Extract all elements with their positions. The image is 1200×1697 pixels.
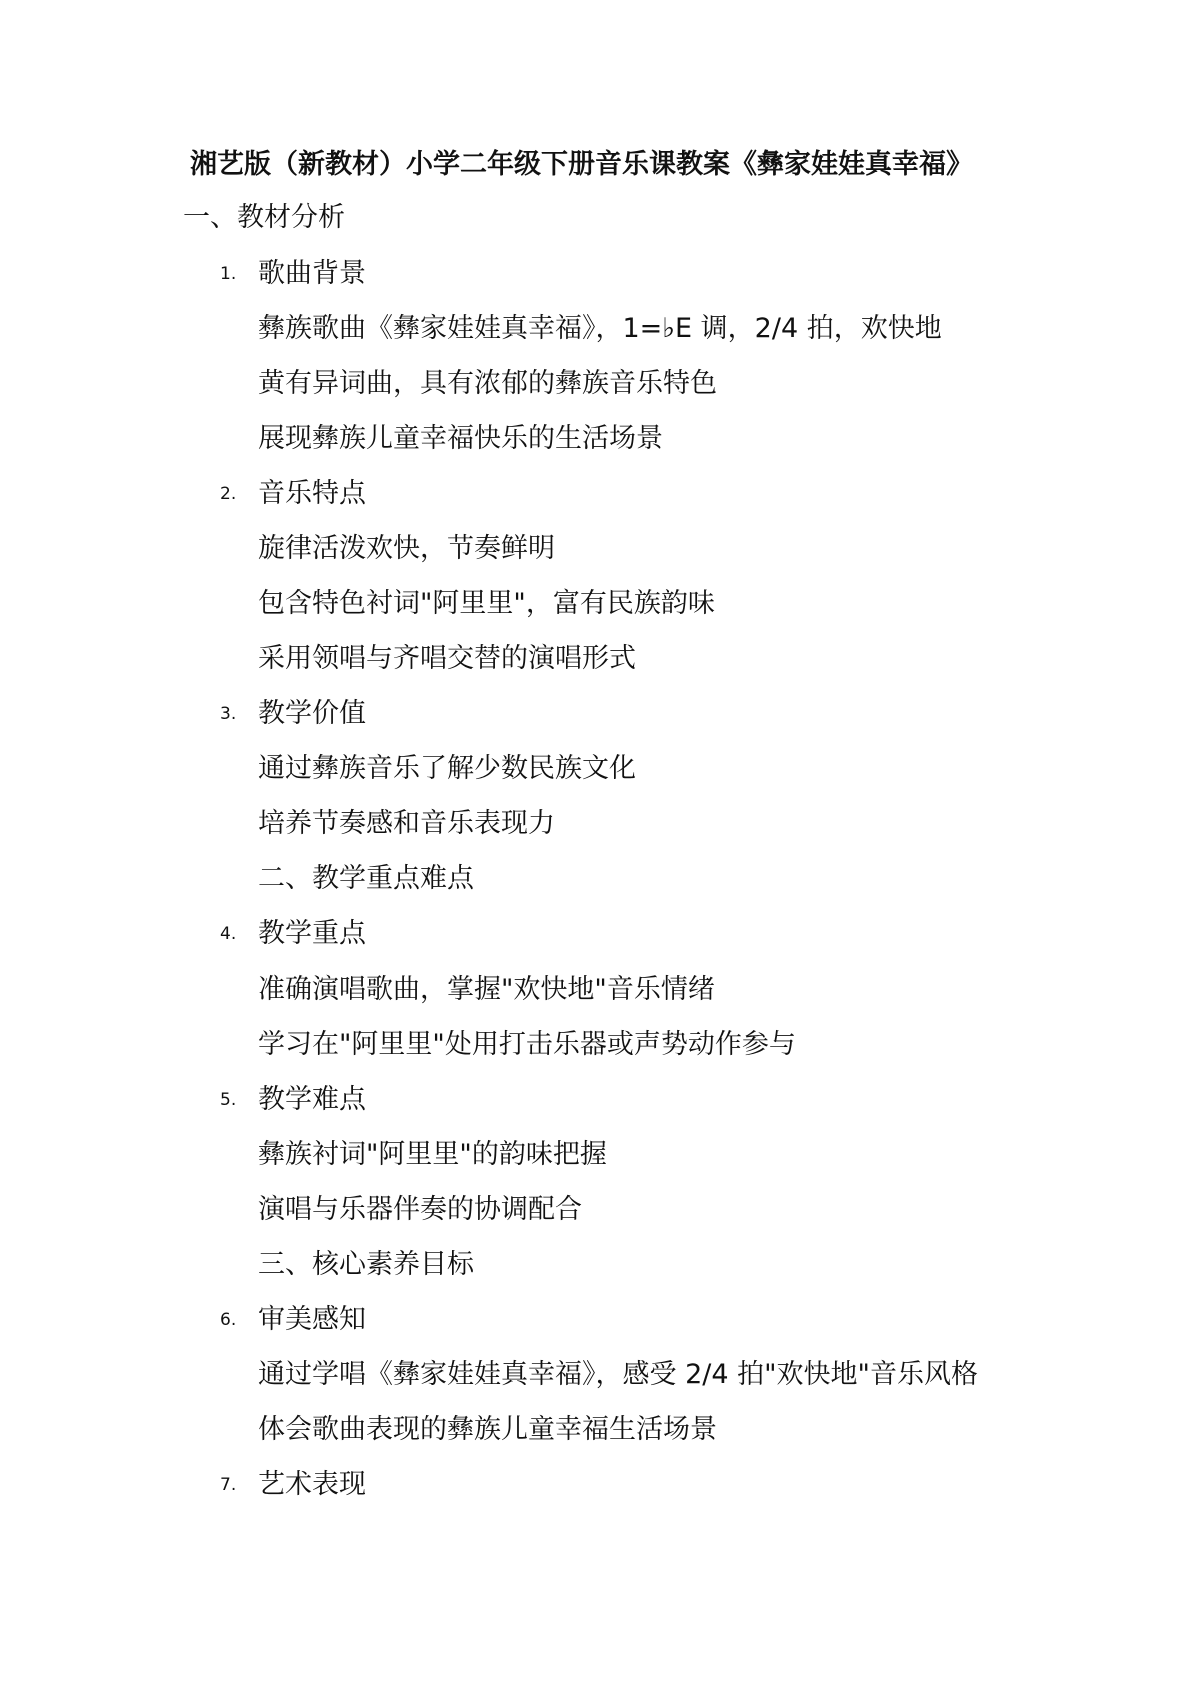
body-line: 培养节奏感和音乐表现力 bbox=[258, 808, 555, 839]
body-line: 通过彝族音乐了解少数民族文化 bbox=[258, 753, 636, 784]
item-title: 审美感知 bbox=[258, 1304, 366, 1335]
item-title: 音乐特点 bbox=[258, 478, 366, 509]
item-title: 教学难点 bbox=[258, 1084, 366, 1115]
body-line: 包含特色衬词"阿里里"，富有民族韵味 bbox=[258, 588, 715, 619]
body-line: 采用领唱与齐唱交替的演唱形式 bbox=[258, 643, 636, 674]
body-line: 学习在"阿里里"处用打击乐器或声势动作参与 bbox=[258, 1029, 796, 1060]
section-heading-3: 三、核心素养目标 bbox=[258, 1249, 474, 1280]
item-number: 6. bbox=[220, 1310, 237, 1330]
section-heading-2: 二、教学重点难点 bbox=[258, 863, 474, 894]
body-line: 演唱与乐器伴奏的协调配合 bbox=[258, 1194, 582, 1225]
item-number: 3. bbox=[220, 704, 237, 724]
body-line: 准确演唱歌曲，掌握"欢快地"音乐情绪 bbox=[258, 974, 715, 1005]
body-line: 黄有异词曲，具有浓郁的彝族音乐特色 bbox=[258, 368, 717, 399]
section-heading-1: 一、教材分析 bbox=[183, 202, 345, 233]
item-number: 5. bbox=[220, 1090, 237, 1110]
item-title: 歌曲背景 bbox=[258, 258, 366, 289]
body-line: 旋律活泼欢快，节奏鲜明 bbox=[258, 533, 555, 564]
item-number: 1. bbox=[220, 264, 237, 284]
item-number: 7. bbox=[220, 1475, 237, 1495]
body-line: 体会歌曲表现的彝族儿童幸福生活场景 bbox=[258, 1414, 717, 1445]
body-line: 展现彝族儿童幸福快乐的生活场景 bbox=[258, 423, 663, 454]
item-title: 艺术表现 bbox=[258, 1469, 366, 1500]
item-title: 教学重点 bbox=[258, 918, 366, 949]
body-line: 彝族歌曲《彝家娃娃真幸福》，1=♭E 调，2/4 拍，欢快地 bbox=[258, 313, 942, 344]
document-title: 湘艺版（新教材）小学二年级下册音乐课教案《彝家娃娃真幸福》 bbox=[190, 149, 973, 180]
body-line: 彝族衬词"阿里里"的韵味把握 bbox=[258, 1139, 607, 1170]
item-number: 4. bbox=[220, 924, 237, 944]
body-line: 通过学唱《彝家娃娃真幸福》，感受 2/4 拍"欢快地"音乐风格 bbox=[258, 1359, 978, 1390]
item-number: 2. bbox=[220, 484, 237, 504]
item-title: 教学价值 bbox=[258, 698, 366, 729]
